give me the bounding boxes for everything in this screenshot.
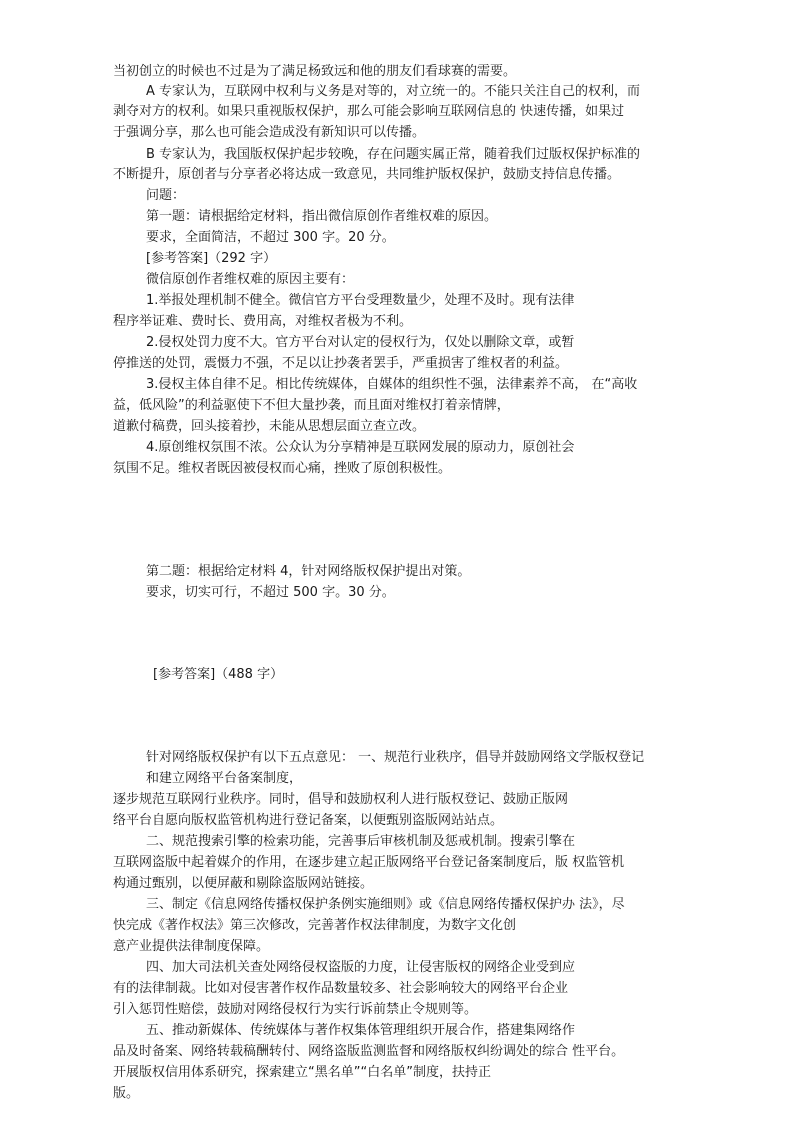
text-line: 络平台自愿向版权监管机构进行登记备案，以便甄别盗版网站站点。	[113, 813, 504, 828]
section-label: 问题：	[146, 188, 186, 203]
text-line: A 专家认为，互联网中权利与义务是对等的，对立统一的。不能只关注自己的权利，而	[146, 84, 641, 99]
text-line: 益，低风险”的利益驱使下不但大量抄袭，而且面对维权打着亲情牌，	[113, 398, 510, 413]
answer-heading: [参考答案]（488 字）	[153, 667, 284, 682]
answer-heading: [参考答案]（292 字）	[146, 251, 277, 266]
text-line: 开展版权信用体系研究，探索建立“黑名单”“白名单”制度，扶持正	[113, 1065, 491, 1080]
text-line: 道歉付稿费，回头接着抄，未能从思想层面立查立改。	[113, 419, 426, 434]
text-line: 版。	[113, 1086, 140, 1101]
text-line: 品及时备案、网络转载稿酬转付、网络盗版监测监督和网络版权纠纷调处的综合 性平台。	[113, 1044, 625, 1059]
text-line: 于强调分享，那么也可能会造成没有新知识可以传播。	[113, 125, 426, 140]
text-line: B 专家认为，我国版权保护起步较晚，存在问题实属正常，随着我们过版权保护标准的	[146, 147, 641, 162]
text-line: 针对网络版权保护有以下五点意见： 一、规范行业秩序，倡导并鼓励网络文学版权登记	[146, 750, 645, 765]
text-line: 当初创立的时候也不过是为了满足杨致远和他的朋友们看球赛的需要。	[113, 64, 517, 79]
text-line: 不断提升，原创者与分享者必将达成一致意见，共同维护版权保护，鼓励支持信息传播。	[113, 167, 621, 182]
text-line: 二、规范搜索引擎的检索功能，完善事后审核机制及惩戒机制。搜索引擎在	[146, 834, 576, 849]
text-line: 有的法律制裁。比如对侵害著作权作品数量较多、社会影响较大的网络平台企业	[113, 981, 569, 996]
text-line: 构通过甄别，以便屏蔽和剔除盗版网站链接。	[113, 876, 374, 891]
text-line: 互联网盗版中起着媒介的作用，在逐步建立起正版网络平台登记备案制度后，版 权监管机	[113, 855, 625, 870]
text-line: 氛围不足。维权者既因被侵权而心痛，挫败了原创积极性。	[113, 461, 452, 476]
text-line: 4.原创维权氛围不浓。公众认为分享精神是互联网发展的原动力，原创社会	[146, 440, 575, 455]
text-line: 剥夺对方的权利。如果只重视版权保护，那么可能会影响互联网信息的 快速传播，如果过	[113, 104, 625, 119]
text-line: 快完成《著作权法》第三次修改，完善著作权法律制度，为数字文化创	[113, 918, 517, 933]
text-line: 程序举证难、费时长、费用高，对维权者极为不利。	[113, 314, 413, 329]
text-line: 停推送的处罚，震慑力不强，不足以让抄袭者罢手，严重损害了维权者的利益。	[113, 356, 569, 371]
text-line: 五、推动新媒体、传统媒体与著作权集体管理组织开展合作，搭建集网络作	[146, 1023, 576, 1038]
text-line: 四、加大司法机关查处网络侵权盗版的力度，让侵害版权的网络企业受到应	[146, 960, 576, 975]
text-line: 1.举报处理机制不健全。微信官方平台受理数量少，处理不及时。现有法律	[146, 293, 575, 308]
text-line: 2.侵权处罚力度不大。官方平台对认定的侵权行为，仅处以删除文章，或暂	[146, 335, 575, 350]
question-requirement: 要求，切实可行，不超过 500 字。30 分。	[146, 585, 395, 600]
text-line: 和建立网络平台备案制度，	[146, 771, 303, 786]
text-line: 三、制定《信息网络传播权保护条例实施细则》或《信息网络传播权保护办 法》，尽	[146, 897, 625, 912]
text-line: 逐步规范互联网行业秩序。同时，倡导和鼓励权利人进行版权登记、鼓励正版网	[113, 792, 569, 807]
question-title: 第二题：根据给定材料 4，针对网络版权保护提出对策。	[146, 564, 471, 579]
question-requirement: 要求，全面简洁，不超过 300 字。20 分。	[146, 230, 395, 245]
text-line: 引入惩罚性赔偿，鼓励对网络侵权行为实行诉前禁止令规则等。	[113, 1002, 478, 1017]
question-title: 第一题：请根据给定材料，指出微信原创作者维权难的原因。	[146, 209, 498, 224]
text-line: 微信原创作者维权难的原因主要有：	[146, 272, 355, 287]
text-line: 意产业提供法律制度保障。	[113, 939, 270, 954]
text-line: 3.侵权主体自律不足。相比传统媒体，自媒体的组织性不强，法律素养不高， 在“高收	[146, 377, 638, 392]
